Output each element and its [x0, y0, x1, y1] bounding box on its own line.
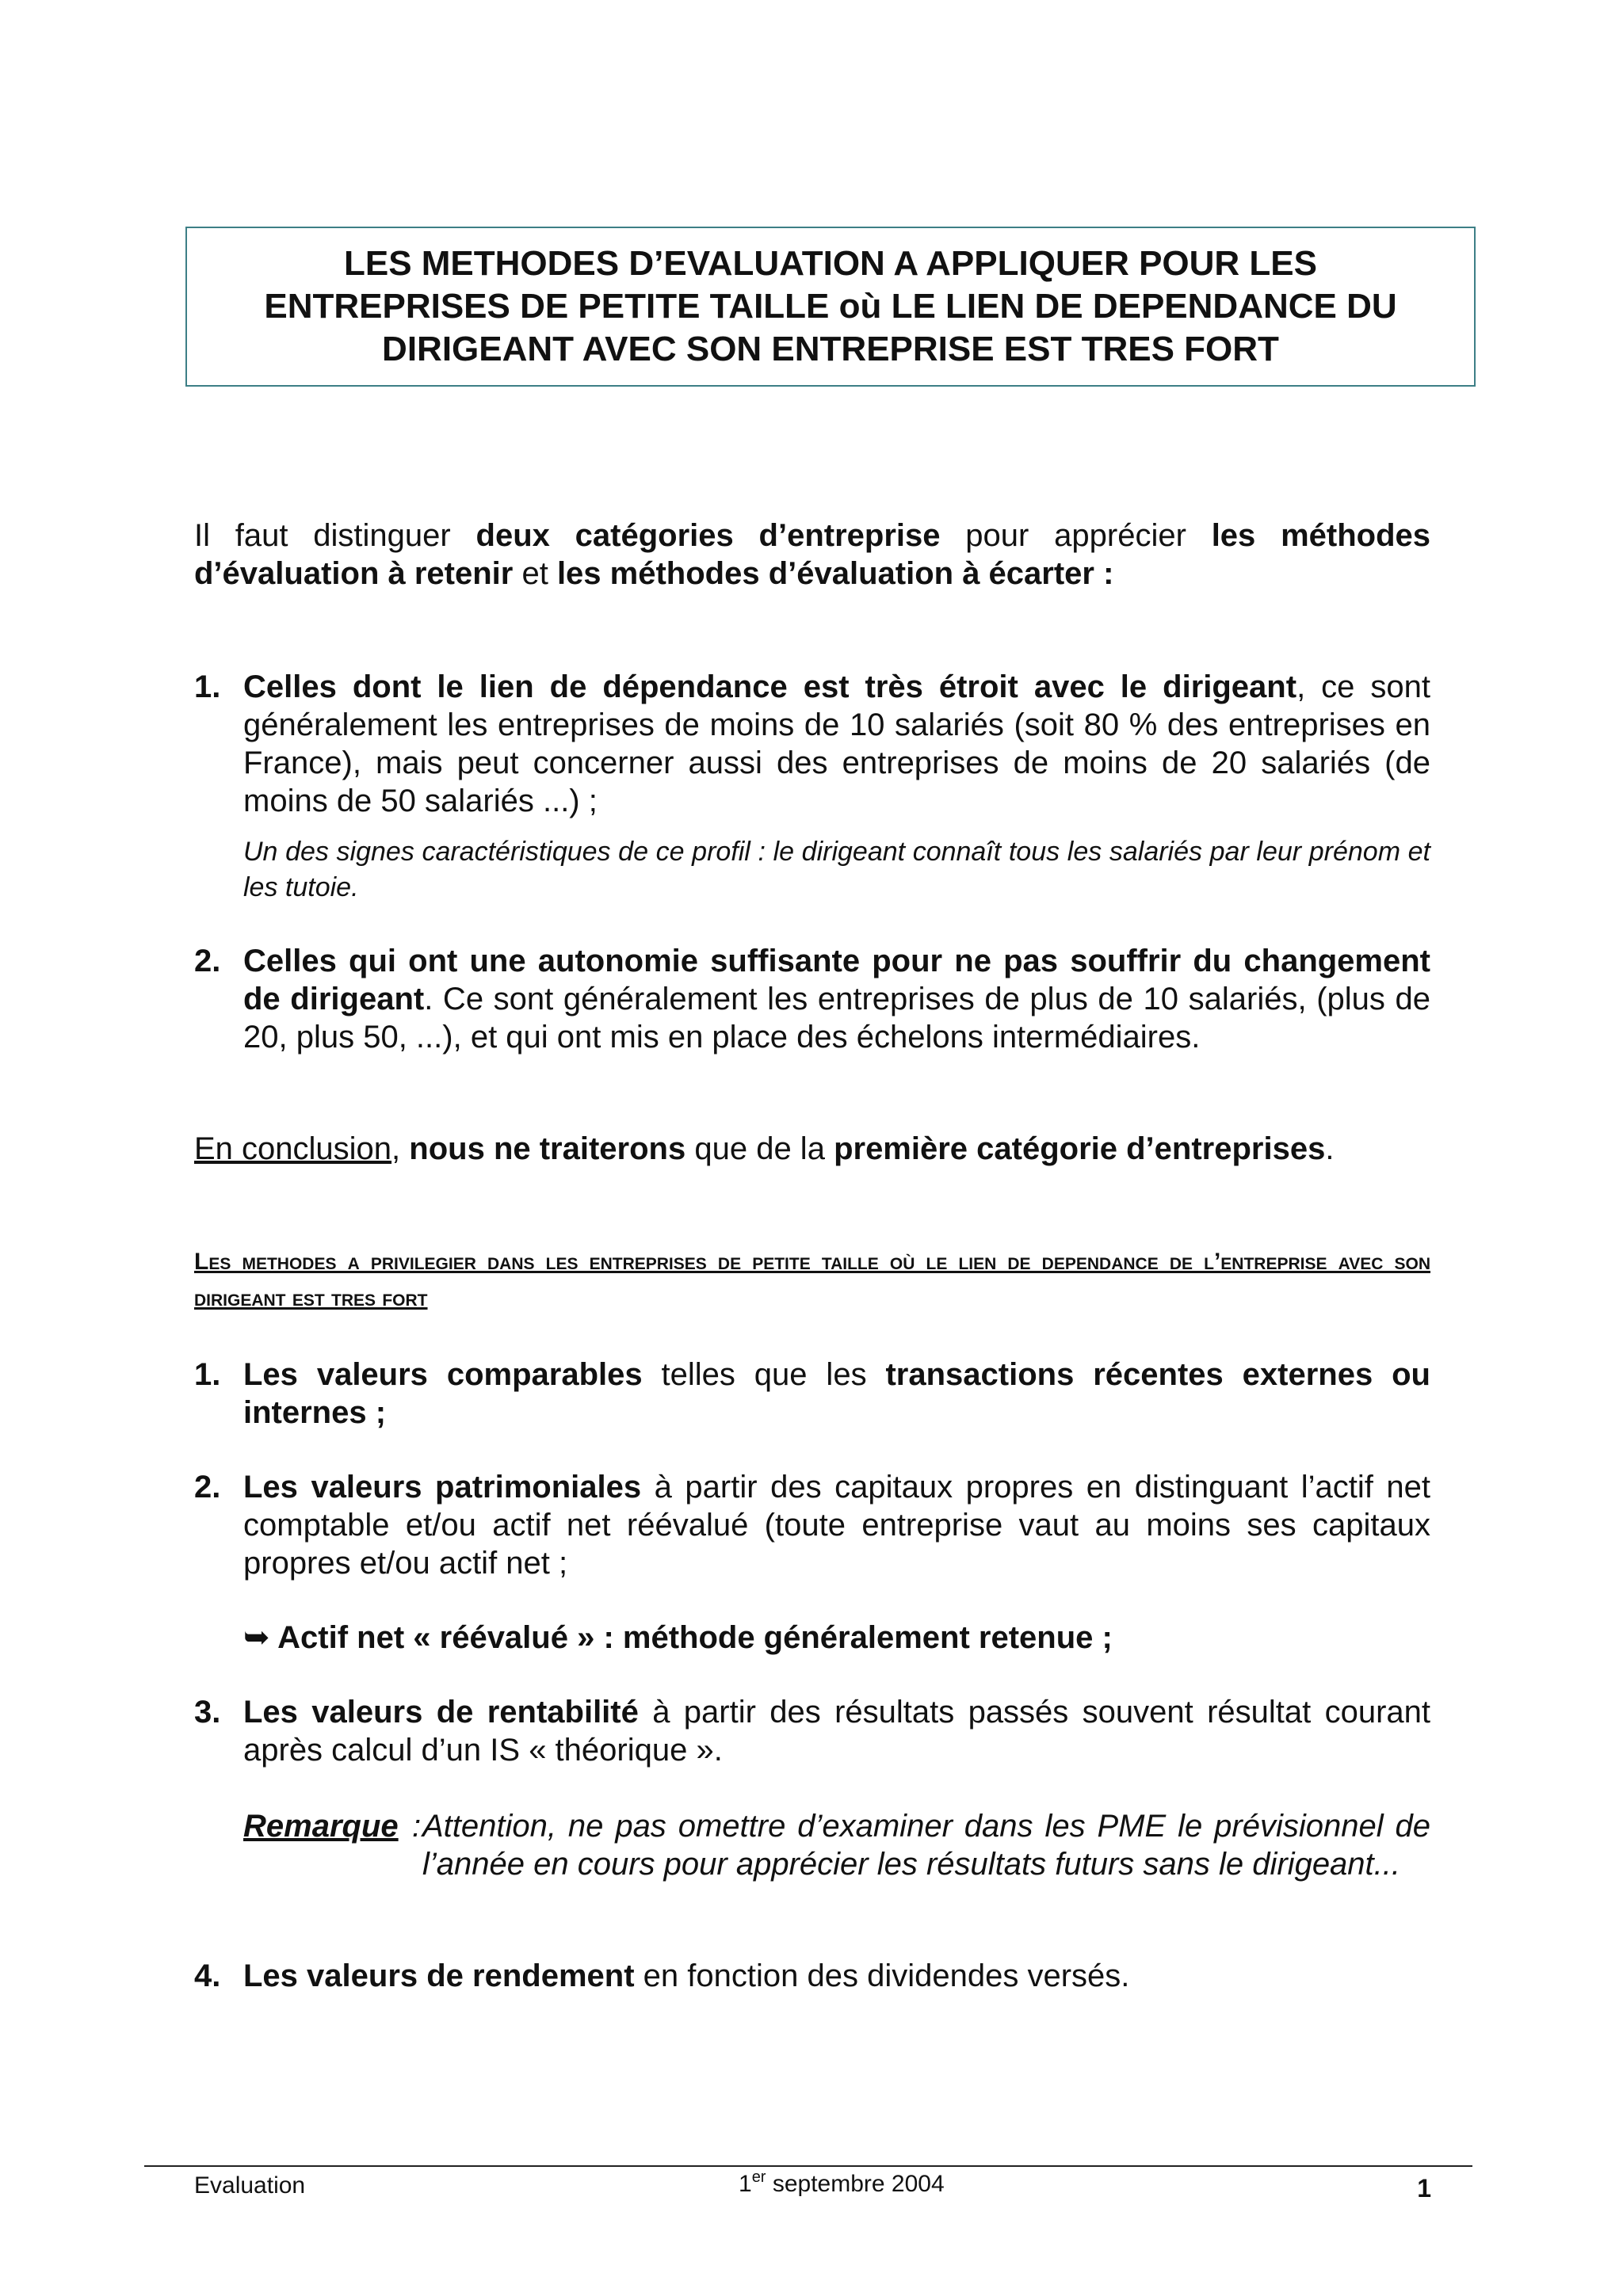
intro-bold-3: les méthodes d’évaluation à écarter : — [556, 556, 1114, 591]
category-text: , ce sont généralement les entreprises de moins de 10 salariés (soit 80 % des entreprises en France), mais peut concerner aussi des entreprises de moins de 20 salariés (de moins de 50 salariés ...) ; — [243, 669, 1430, 818]
method-item-2 — [194, 1468, 1430, 1582]
intro-bold-1: deux catégories d’entreprise — [475, 518, 941, 553]
footer-date — [739, 2168, 945, 2200]
method-bold: Les valeurs de rendement — [243, 1958, 635, 1993]
remark-label: Remarque — [243, 1809, 399, 1844]
footer-rule — [144, 2165, 1472, 2167]
conclusion-text-2: que de la — [685, 1131, 834, 1166]
method-text: à partir des résultats passés souvent résultat courant après calcul d’un IS « théorique ». — [243, 1695, 1430, 1768]
page-number: 1 — [1417, 2174, 1431, 2203]
title-box — [185, 227, 1476, 387]
intro-bold-2: les méthodes d’évaluation à retenir — [194, 518, 1431, 591]
method-content — [243, 1468, 1430, 1582]
title-line-1: LES METHODES D’EVALUATION A APPLIQUER POUR LES — [343, 244, 1317, 283]
method-number: 2. — [194, 1470, 221, 1505]
method-text: telles que les — [642, 1357, 886, 1392]
method-number: 4. — [194, 1958, 221, 1993]
conclusion-bold-1: nous ne traiterons — [409, 1131, 686, 1166]
method-item-3 — [194, 1693, 1430, 1769]
intro-text-2: pour apprécier — [940, 518, 1212, 553]
remark-text: Attention, ne pas omettre d’examiner dans les PME le prévisionnel de l’année en cours pour apprécier les résultats futurs sans le dirigeant... — [422, 1809, 1430, 1882]
title-line-2: ENTREPRISES DE PETITE TAILLE où LE LIEN DE DEPENDANCE DU — [264, 287, 1397, 326]
category-number: 2. — [194, 944, 221, 978]
method-bold: Les valeurs patrimoniales — [243, 1470, 642, 1505]
method-content — [243, 1356, 1430, 1432]
arrow-note — [243, 1619, 1113, 1657]
conclusion-underlined: En conclusion — [194, 1131, 392, 1166]
category-bold: Celles dont le lien de dépendance est très étroit avec le dirigeant — [243, 669, 1297, 704]
category-text: . Ce sont généralement les entreprises de plus de 10 salariés, (plus de 20, plus 50, ...), et qui ont mis en place des échelons intermédiaires. — [243, 982, 1430, 1055]
footer-date-day: 1 — [739, 2171, 752, 2197]
conclusion-text-3: . — [1325, 1131, 1335, 1166]
category-content — [243, 942, 1430, 1056]
method-bold-2: transactions récentes externes ou internes ; — [243, 1357, 1430, 1430]
arrow-right-icon: ➥ — [243, 1620, 270, 1655]
intro-text-1: Il faut distinguer — [194, 518, 476, 553]
method-item-1 — [194, 1356, 1430, 1432]
remark-colon: : — [412, 1809, 422, 1844]
category-bold: Celles qui ont une autonomie suffisante pour ne pas souffrir du changement de dirigeant — [243, 944, 1430, 1016]
method-text: à partir des capitaux propres en distinguant l’actif net comptable et/ou actif net réévalué (toute entreprise vaut au moins ses capitaux propres et/ou actif net ; — [243, 1470, 1430, 1581]
intro-paragraph — [194, 517, 1430, 593]
method-bold: Les valeurs de rentabilité — [243, 1695, 639, 1730]
method-content — [243, 1693, 1430, 1769]
method-content — [243, 1957, 1430, 1995]
category-content — [243, 668, 1430, 820]
method-item-4 — [194, 1957, 1430, 1995]
footer-date-rest: septembre 2004 — [766, 2171, 945, 2197]
remark-block — [243, 1807, 1430, 1883]
category-note: Un des signes caractéristiques de ce profil : le dirigeant connaît tous les salariés par leur prénom et les tutoie. — [243, 837, 1430, 902]
conclusion-bold-2: première catégorie d’entreprises — [834, 1131, 1326, 1166]
footer-title: Evaluation — [194, 2172, 306, 2199]
method-bold: Les valeurs comparables — [243, 1357, 643, 1392]
arrow-note-text: Actif net « réévalué » : méthode généralement retenue ; — [277, 1620, 1113, 1655]
category-number: 1. — [194, 669, 221, 704]
conclusion-text-1: , — [391, 1131, 410, 1166]
category-item-1 — [194, 668, 1430, 820]
category-item-2 — [194, 942, 1430, 1056]
method-number: 1. — [194, 1357, 221, 1392]
method-number: 3. — [194, 1695, 221, 1730]
section-heading: Les methodes a privilegier dans les entreprises de petite taille où le lien de dependance de l’entreprise avec son dirigeant est tres fort — [194, 1249, 1430, 1311]
title-line-3: DIRIGEANT AVEC SON ENTREPRISE EST TRES FORT — [382, 330, 1279, 368]
method-text: en fonction des dividendes versés. — [634, 1958, 1130, 1993]
intro-text-3: et — [513, 556, 557, 591]
footer-date-sup: er — [751, 2168, 766, 2186]
conclusion-paragraph — [194, 1130, 1430, 1168]
